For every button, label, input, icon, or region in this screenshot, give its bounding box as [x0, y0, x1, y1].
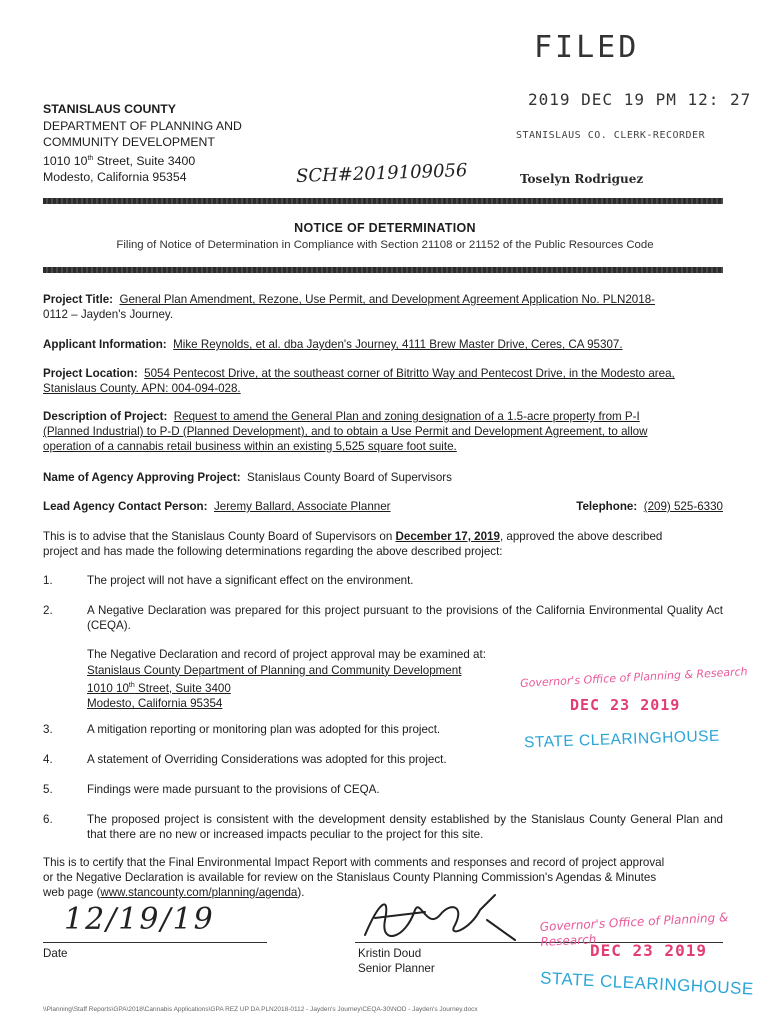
sender-org: STANISLAUS COUNTY [43, 102, 176, 116]
advise-paragraph: This is to advise that the Stanislaus County Board of Supervisors on December 17, 2019, approved the above described project and has made the following determinations regarding the above described project: [43, 530, 663, 558]
item-number: 3. [43, 723, 53, 736]
item-text: The project will not have a significant effect on the environment. [87, 574, 414, 587]
date-signature-line [43, 942, 267, 943]
item-text: A statement of Overriding Considerations was adopted for this project. [87, 753, 447, 766]
notice-subtitle: Filing of Notice of Determination in Compliance with Section 21108 or 21152 of the Public Resources Code [116, 239, 654, 251]
item-number: 5. [43, 783, 53, 796]
agenda-link[interactable]: www.stancounty.com/planning/agenda [100, 886, 298, 899]
ogp-stamp-date: DEC 23 2019 [590, 941, 707, 960]
ogp-stamp-title: Governor's Office of Planning & Research [539, 910, 729, 949]
sender-dept: DEPARTMENT OF PLANNING AND [43, 118, 242, 133]
ogp-stamp-date: DEC 23 2019 [570, 696, 681, 714]
ogp-stamp-title: Governor's Office of Planning & Research [519, 665, 748, 690]
contact-person: Lead Agency Contact Person: Jeremy Ballard, Associate Planner [43, 500, 391, 513]
sender-address [43, 101, 242, 186]
approving-agency: Name of Agency Approving Project: Stanislaus County Board of Supervisors [43, 471, 452, 484]
filed-stamp-clerk: STANISLAUS CO. CLERK-RECORDER [516, 130, 706, 141]
signature-image [355, 890, 535, 946]
item-text: The proposed project is consistent with the development density established by the Stanislaus County General Plan and that there are no new or increased impacts peculiar to the project for this site. [87, 813, 723, 841]
filed-stamp-name: Toselyn Rodriguez [520, 172, 644, 186]
date-label: Date [43, 947, 68, 960]
header-rule [43, 198, 723, 204]
signer-title: Senior Planner [358, 962, 435, 975]
contact-telephone: Telephone: (209) 525-6330 [576, 500, 723, 513]
project-title: Project Title: General Plan Amendment, Rezone, Use Permit, and Development Agreement Application No. PLN2018- 0112 – Jayden's Journey. [43, 293, 656, 321]
file-path-footer: \\Planning\Staff Reports\GPA\2018\Cannabis Applications\GPA REZ UP DA PLN2018-0112 - Jayden's Journey\CEQA-30\NOD - Jayden's Journey.docx [43, 1006, 478, 1013]
sender-street: 1010 10th Street, Suite 3400 [43, 153, 196, 168]
item-number: 6. [43, 813, 53, 826]
sender-city: Modesto, California 95354 [43, 170, 187, 185]
item-number: 2. [43, 604, 53, 617]
examination-location: The Negative Declaration and record of project approval may be examined at: Stanislaus County Department of Planning and Community Development 1010 10th Street, Suite 3400 Modesto, California 95354 [87, 648, 486, 711]
item-number: 4. [43, 753, 53, 766]
filed-stamp-date: 2019 DEC 19 PM 12: 27 [528, 90, 752, 109]
ogp-stamp-clearinghouse: STATE CLEARINGHOUSE [523, 727, 721, 752]
title-rule [43, 267, 723, 273]
sender-dept2: COMMUNITY DEVELOPMENT [43, 135, 215, 149]
item-text: A Negative Declaration was prepared for this project pursuant to the provisions of the California Environmental Quality Act (CEQA). [87, 604, 723, 632]
handwritten-date: 12/19/19 [64, 902, 215, 937]
filed-stamp-title: FILED [534, 30, 640, 65]
ogp-stamp-clearinghouse: STATE CLEARINGHOUSE [539, 968, 755, 999]
applicant-info: Applicant Information: Mike Reynolds, et al. dba Jayden's Journey, 4111 Brew Master Drive, Ceres, CA 95307. [43, 338, 623, 351]
sch-number-handwritten: SCH#2019109056 [295, 160, 468, 187]
item-text: Findings were made pursuant to the provisions of CEQA. [87, 783, 380, 796]
project-description: Description of Project: Request to amend the General Plan and zoning designation of a 1.5-acre property from P-I (Planned Industrial) to P-D (Planned Development), and to obtain a Use Permit and Development Agreement, to allow operation of a cannabis retail business within an existing 5,525 square foot suite. [43, 410, 648, 453]
certify-paragraph: This is to certify that the Final Environmental Impact Report with comments and responses and record of project approval or the Negative Declaration is available for review on the Stanislaus County Planning Commission's Agendas & Minutes web page (www.stancounty.com/planning/agenda). [43, 856, 665, 899]
item-number: 1. [43, 574, 53, 587]
notice-title: NOTICE OF DETERMINATION [294, 221, 476, 235]
item-text: A mitigation reporting or monitoring plan was adopted for this project. [87, 723, 441, 736]
project-location: Project Location: 5054 Pentecost Drive, at the southeast corner of Bitritto Way and Pentecost Drive, in the Modesto area, Stanislaus County. APN: 004-094-028. [43, 367, 675, 395]
signer-name: Kristin Doud [358, 947, 422, 960]
